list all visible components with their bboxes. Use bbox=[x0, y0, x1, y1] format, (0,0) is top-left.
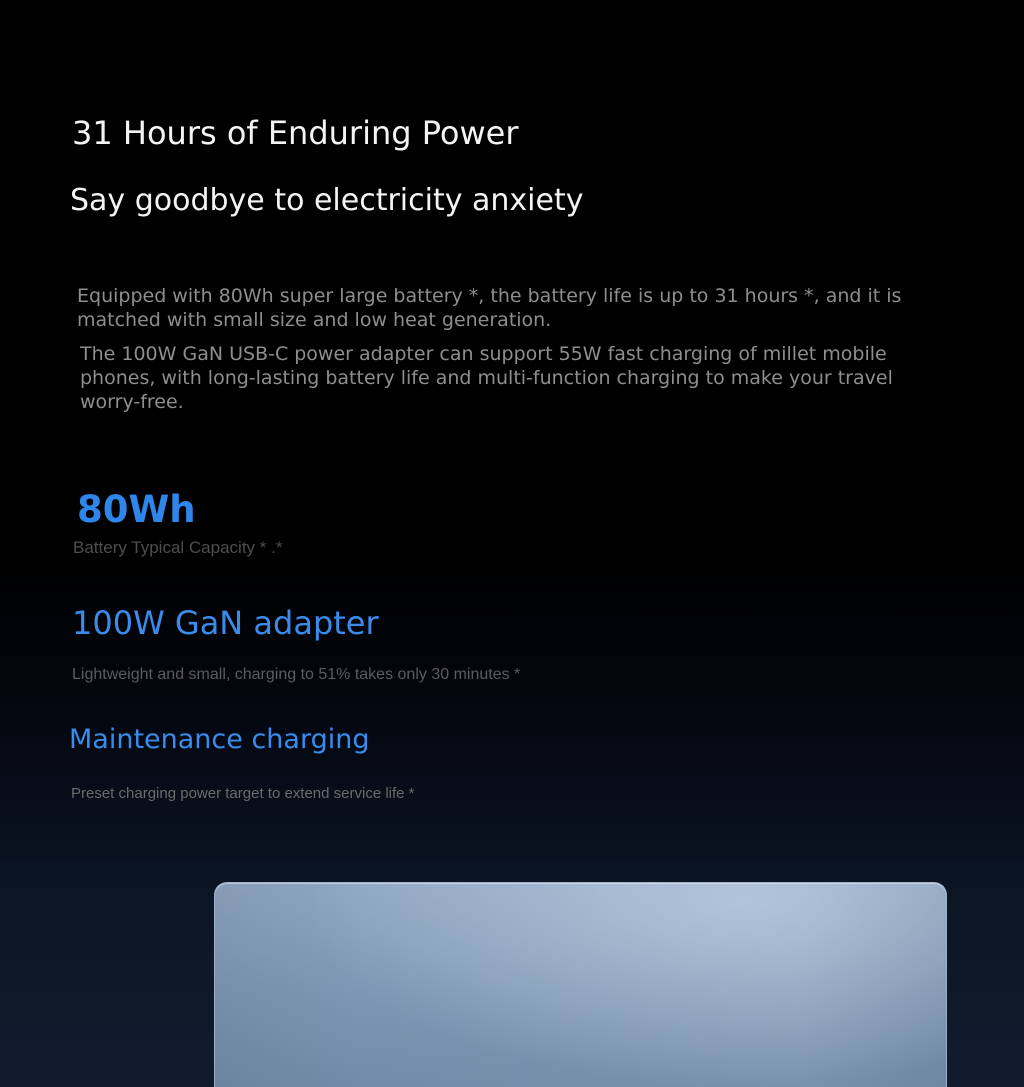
battery-description: Equipped with 80Wh super large battery *, the battery life is up to 31 hours *, and it is matched with small size and low heat generation. bbox=[77, 285, 902, 331]
laptop-lid-image bbox=[214, 882, 947, 1087]
feature-description-maintenance-charging: Preset charging power target to extend service life * bbox=[71, 785, 415, 802]
hero-title: 31 Hours of Enduring Power bbox=[72, 114, 519, 152]
hero-subtitle: Say goodbye to electricity anxiety bbox=[70, 183, 584, 218]
battery-capacity-label: Battery Typical Capacity * .* bbox=[73, 538, 283, 557]
feature-title-gan-adapter: 100W GaN adapter bbox=[72, 604, 379, 642]
feature-title-maintenance-charging: Maintenance charging bbox=[69, 724, 370, 755]
feature-description-gan-adapter: Lightweight and small, charging to 51% takes only 30 minutes * bbox=[72, 666, 521, 683]
battery-capacity-value: 80Wh bbox=[77, 488, 196, 531]
adapter-description: The 100W GaN USB-C power adapter can support 55W fast charging of millet mobile phones, with long-lasting battery life and multi-function charging to make your travel worry-free. bbox=[80, 343, 893, 413]
